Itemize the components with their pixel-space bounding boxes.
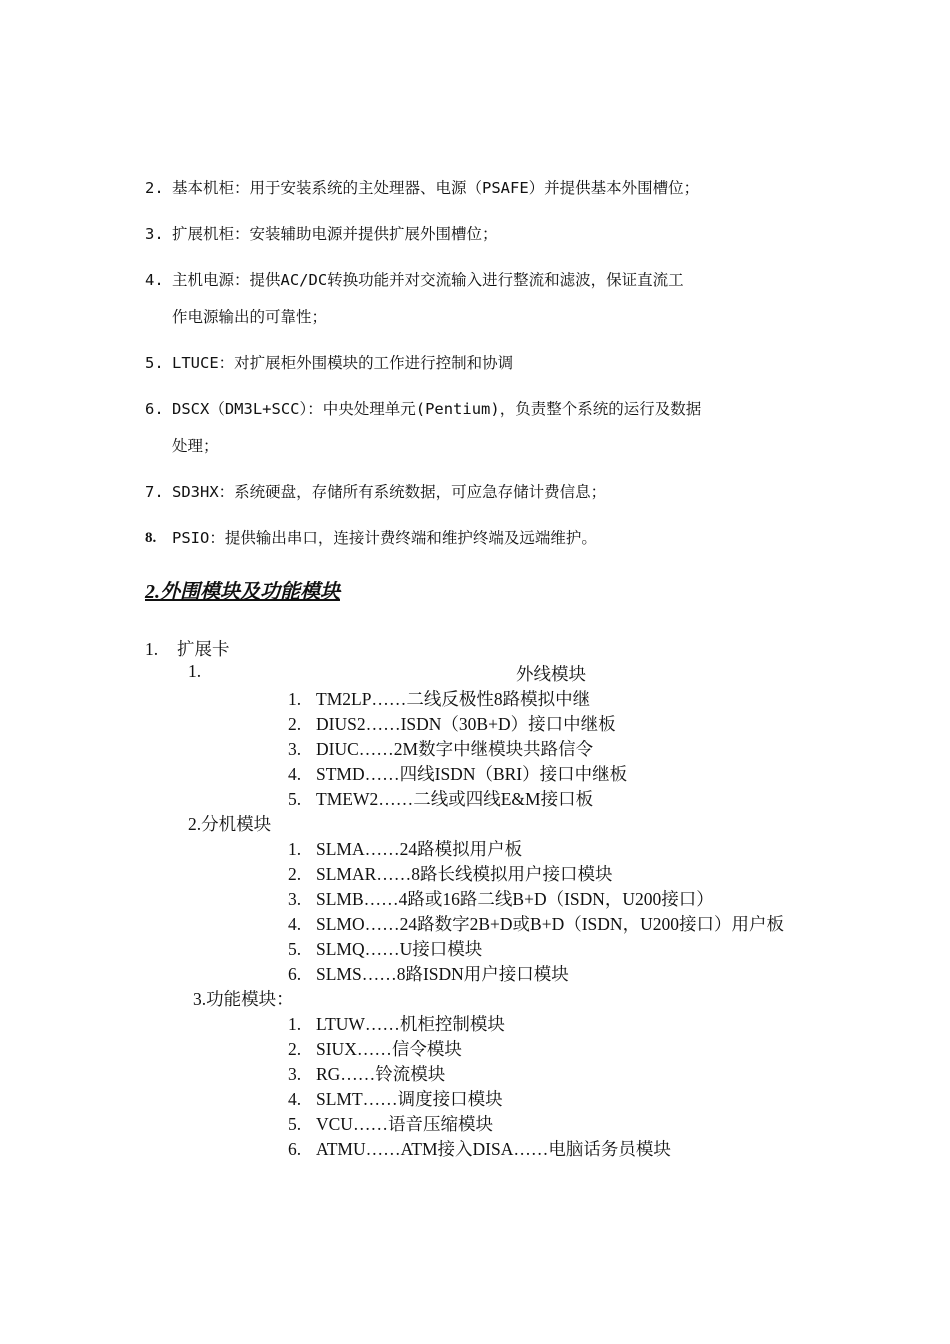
group-heading: 3.功能模块： [193, 989, 294, 1009]
group-heading: 2.分机模块 [188, 814, 272, 834]
item-number: 6. [288, 1139, 302, 1159]
item-text: STMD……四线ISDN（BRI）接口中继板 [316, 764, 628, 784]
list-item [288, 1011, 505, 1036]
list-item [145, 391, 825, 465]
list-item [288, 686, 590, 711]
item-text: SLMB……4路或16路二线B+D（ISDN，U200接口） [316, 889, 714, 909]
item-text: DSCX（DM3L+SCC）：中央处理单元(Pentium)，负责整个系统的运行及数据 [172, 400, 702, 418]
item-text: SLMAR……8路长线模拟用户接口模块 [316, 864, 613, 884]
item-number: 3. [288, 889, 302, 909]
item-number: 2. [288, 864, 302, 884]
item-text: LTUCE：对扩展柜外围模块的工作进行控制和协调 [172, 354, 514, 372]
item-number: 6. [288, 964, 302, 984]
list-item [288, 961, 569, 986]
item-text: 基本机柜：用于安装系统的主处理器、电源（PSAFE）并提供基本外围槽位； [172, 179, 700, 197]
list-item [145, 345, 825, 382]
item-text: 主机电源：提供AC/DC转换功能并对交流输入进行整流和滤波，保证直流工 [172, 271, 684, 289]
item-text-continued: 处理； [172, 437, 219, 455]
list-item [288, 1136, 671, 1161]
item-number: 4. [145, 271, 164, 289]
item-number: 4. [288, 764, 302, 784]
item-number: 1. [145, 639, 159, 659]
item-number: 6. [145, 400, 164, 418]
group-number: 1. [188, 661, 202, 681]
item-number: 4. [288, 914, 302, 934]
item-text: SLMT……调度接口模块 [316, 1089, 503, 1109]
item-text: SLMO……24路数字2B+D或B+D（ISDN，U200接口）用户板 [316, 914, 784, 934]
item-number: 2. [288, 714, 302, 734]
item-number: 3. [145, 225, 164, 243]
item-text: LTUW……机柜控制模块 [316, 1014, 505, 1034]
list-item [288, 1061, 445, 1086]
item-number: 8. [145, 530, 157, 546]
list-item [145, 474, 825, 511]
item-text: DIUS2……ISDN（30B+D）接口中继板 [316, 714, 616, 734]
list-item [145, 170, 825, 207]
item-text: RG……铃流模块 [316, 1064, 446, 1084]
item-number: 4. [288, 1089, 302, 1109]
item-number: 2. [288, 1039, 302, 1059]
list-item [288, 711, 616, 736]
list-item [288, 1111, 493, 1136]
list-item [288, 911, 784, 936]
item-number: 7. [145, 483, 164, 501]
list-item [288, 1086, 503, 1111]
list-item [288, 886, 714, 911]
item-text: SLMA……24路模拟用户板 [316, 839, 523, 859]
item-number: 5. [288, 1114, 302, 1134]
list-item [288, 1036, 462, 1061]
item-number: 1. [288, 1014, 302, 1034]
item-text: VCU……语音压缩模块 [316, 1114, 493, 1134]
item-text-continued: 作电源输出的可靠性； [172, 308, 328, 326]
item-text: SD3HX：系统硬盘，存储所有系统数据，可应急存储计费信息； [172, 483, 607, 501]
item-text: ATMU……ATM接入DISA……电脑话务员模块 [316, 1139, 671, 1159]
item-text: SLMS……8路ISDN用户接口模块 [316, 964, 569, 984]
item-text: SIUX……信令模块 [316, 1039, 462, 1059]
item-text: TMEW2……二线或四线E&M接口板 [316, 789, 594, 809]
list-item [288, 836, 522, 861]
list-item [288, 786, 593, 811]
list-item [288, 761, 627, 786]
outline-level1-item [145, 636, 230, 661]
item-number: 3. [288, 739, 302, 759]
item-text: DIUC……2M数字中继模块共路信令 [316, 739, 594, 759]
item-label: 扩展卡 [177, 639, 230, 659]
section-title: 2.外围模块及功能模块 [145, 581, 340, 603]
item-text: TM2LP……二线反极性8路模拟中继 [316, 689, 591, 709]
item-number: 1. [288, 839, 302, 859]
list-item [288, 736, 593, 761]
cabinet-list [145, 170, 825, 566]
item-number: 3. [288, 1064, 302, 1084]
item-text: 扩展机柜：安装辅助电源并提供扩展外围槽位； [172, 225, 498, 243]
group-heading: 外线模块 [516, 664, 586, 684]
item-text: PSIO：提供输出串口，连接计费终端和维护终端及远端维护。 [172, 529, 597, 547]
item-number: 5. [145, 354, 164, 372]
list-item [145, 216, 825, 253]
item-text: SLMQ……U接口模块 [316, 939, 483, 959]
item-number: 1. [288, 689, 302, 709]
item-number: 5. [288, 789, 302, 809]
list-item [145, 520, 825, 557]
item-number: 2. [145, 179, 164, 197]
list-item [288, 861, 613, 886]
list-item [288, 936, 482, 961]
item-number: 5. [288, 939, 302, 959]
list-item [145, 262, 825, 336]
